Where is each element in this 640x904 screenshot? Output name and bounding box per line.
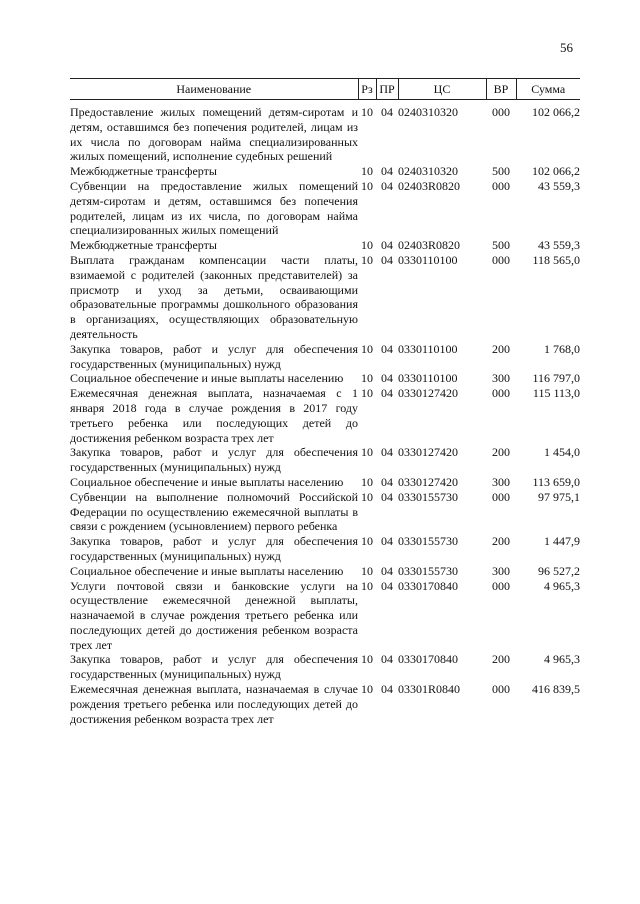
table-row xyxy=(70,342,580,372)
cell-cs: 0330127420 xyxy=(398,386,458,401)
cell-rz: 10 xyxy=(361,489,373,504)
cell-pr: 04 xyxy=(381,105,393,119)
table-row xyxy=(70,445,580,475)
cell-cs: 0330127420 xyxy=(398,445,458,460)
cell-vr: 000 xyxy=(492,489,510,504)
cell-sum: 43 559,3 xyxy=(538,178,580,193)
table-row xyxy=(70,253,580,342)
cell-name: Закупка товаров, работ и услуг для обеспечения государственных (муниципальных) нужд xyxy=(70,652,358,682)
cell-vr: 000 xyxy=(492,578,510,593)
cell-cs: 02403R0820 xyxy=(398,178,461,193)
cell-sum: 115 113,0 xyxy=(532,386,580,401)
cell-name: Субвенции на выполнение полномочий Российской Федерации по осуществлению ежемесячной выплаты в связи с рождением (усыновлением) первого ребенка xyxy=(70,489,358,534)
cell-vr: 000 xyxy=(492,105,510,119)
header-cs: ЦС xyxy=(398,79,486,100)
cell-sum: 113 659,0 xyxy=(532,474,580,489)
cell-sum: 97 975,1 xyxy=(538,489,580,504)
cell-rz: 10 xyxy=(361,534,373,549)
cell-cs: 0330170840 xyxy=(398,578,458,593)
table-row xyxy=(70,386,580,445)
cell-rz: 10 xyxy=(361,386,373,401)
cell-cs: 0330110100 xyxy=(398,341,458,356)
cell-rz: 10 xyxy=(361,178,373,193)
table-row xyxy=(70,682,580,726)
page-number: 56 xyxy=(560,40,573,55)
table-row xyxy=(70,100,580,165)
cell-name: Субвенции на предоставление жилых помещений детям-сиротам и детям, оставшимся без попечения родителей, лицам из их числа, по договорам найма специализированных жилых помещений xyxy=(70,178,358,238)
cell-name: Межбюджетные трансферты xyxy=(70,164,217,179)
cell-name: Ежемесячная денежная выплата, назначаемая с 1 января 2018 года в случае рождения в 2017 году третьего ребенка или последующих детей до достижения ребенком возраста трех лет xyxy=(70,386,358,445)
header-sum: Сумма xyxy=(516,79,580,100)
cell-cs: 0330110100 xyxy=(398,371,458,386)
cell-rz: 10 xyxy=(361,341,373,356)
cell-rz: 10 xyxy=(361,238,373,253)
cell-name: Выплата гражданам компенсации части платы, взимаемой с родителей (законных представителей) за присмотр и уход за детьми, осваивающими образовательные программы дошкольного образования в организациях, осуществляющих образовательную деятельность xyxy=(70,252,358,341)
cell-cs: 03301R0840 xyxy=(398,682,461,697)
table-header-row xyxy=(70,79,580,100)
table-row xyxy=(70,238,580,253)
cell-cs: 0330155730 xyxy=(398,563,458,578)
cell-cs: 0330155730 xyxy=(398,534,458,549)
cell-rz: 10 xyxy=(361,371,373,386)
cell-sum: 4 965,3 xyxy=(544,578,580,593)
cell-cs: 0330127420 xyxy=(398,474,458,489)
cell-vr: 200 xyxy=(492,534,510,549)
cell-cs: 0330110100 xyxy=(398,252,458,267)
table-row xyxy=(70,652,580,682)
table-row xyxy=(70,371,580,386)
cell-rz: 10 xyxy=(361,105,373,119)
cell-pr: 04 xyxy=(381,652,393,667)
cell-rz: 10 xyxy=(361,578,373,593)
cell-name: Закупка товаров, работ и услуг для обеспечения государственных (муниципальных) нужд xyxy=(70,341,358,371)
cell-name: Закупка товаров, работ и услуг для обеспечения государственных (муниципальных) нужд xyxy=(70,445,358,475)
cell-vr: 200 xyxy=(492,341,510,356)
cell-pr: 04 xyxy=(381,386,393,401)
cell-rz: 10 xyxy=(361,164,373,179)
cell-rz: 10 xyxy=(361,474,373,489)
cell-cs: 0240310320 xyxy=(398,105,458,119)
cell-cs: 02403R0820 xyxy=(398,238,461,253)
cell-pr: 04 xyxy=(381,178,393,193)
cell-pr: 04 xyxy=(381,682,393,697)
cell-cs: 0330155730 xyxy=(398,489,458,504)
header-pr: ПР xyxy=(376,79,398,100)
cell-sum: 1 447,9 xyxy=(544,534,580,549)
cell-pr: 04 xyxy=(381,489,393,504)
cell-pr: 04 xyxy=(381,445,393,460)
cell-vr: 300 xyxy=(492,563,510,578)
cell-rz: 10 xyxy=(361,252,373,267)
cell-vr: 300 xyxy=(492,474,510,489)
cell-vr: 500 xyxy=(492,164,510,179)
cell-name: Ежемесячная денежная выплата, назначаемая в случае рождения третьего ребенка или последующих детей до достижения ребенком возраста трех лет xyxy=(70,682,358,726)
cell-pr: 04 xyxy=(381,563,393,578)
cell-vr: 000 xyxy=(492,386,510,401)
cell-rz: 10 xyxy=(361,682,373,697)
cell-pr: 04 xyxy=(381,252,393,267)
cell-vr: 300 xyxy=(492,371,510,386)
cell-sum: 43 559,3 xyxy=(538,238,580,253)
table-row xyxy=(70,490,580,534)
cell-name: Социальное обеспечение и иные выплаты населению xyxy=(70,371,344,386)
cell-sum: 116 797,0 xyxy=(532,371,580,386)
cell-name: Социальное обеспечение и иные выплаты населению xyxy=(70,474,344,489)
cell-cs: 0330170840 xyxy=(398,652,458,667)
cell-sum: 416 839,5 xyxy=(532,682,580,697)
cell-name: Услуги почтовой связи и банковские услуги на осуществление ежемесячной денежной выплаты, назначаемой в случае рождения третьего ребенка или последующих детей до достижения ребенком возраста трех лет xyxy=(70,578,358,652)
cell-pr: 04 xyxy=(381,534,393,549)
cell-rz: 10 xyxy=(361,563,373,578)
cell-vr: 000 xyxy=(492,178,510,193)
table-row xyxy=(70,475,580,490)
cell-pr: 04 xyxy=(381,474,393,489)
cell-name: Закупка товаров, работ и услуг для обеспечения государственных (муниципальных) нужд xyxy=(70,534,358,563)
cell-cs: 0240310320 xyxy=(398,164,458,179)
cell-sum: 96 527,2 xyxy=(538,563,580,578)
cell-pr: 04 xyxy=(381,578,393,593)
cell-vr: 500 xyxy=(492,238,510,253)
cell-name: Предоставление жилых помещений детям-сиротам и детям, оставшимся без попечения родителей, лицам из их числа по договорам найма специализированных жилых помещений, исполнение судебных решений xyxy=(70,105,358,164)
cell-vr: 200 xyxy=(492,652,510,667)
cell-sum: 118 565,0 xyxy=(532,252,580,267)
cell-vr: 200 xyxy=(492,445,510,460)
table-row xyxy=(70,564,580,579)
cell-vr: 000 xyxy=(492,682,510,697)
table-row xyxy=(70,179,580,238)
cell-pr: 04 xyxy=(381,164,393,179)
cell-sum: 4 965,3 xyxy=(544,652,580,667)
cell-rz: 10 xyxy=(361,445,373,460)
cell-sum: 1 454,0 xyxy=(544,445,580,460)
cell-pr: 04 xyxy=(381,371,393,386)
cell-pr: 04 xyxy=(381,238,393,253)
table-row xyxy=(70,164,580,179)
header-name: Наименование xyxy=(70,79,358,100)
budget-table xyxy=(70,78,580,726)
cell-sum: 102 066,2 xyxy=(532,105,580,119)
cell-sum: 102 066,2 xyxy=(532,164,580,179)
cell-vr: 000 xyxy=(492,252,510,267)
header-vr: ВР xyxy=(486,79,516,100)
table-row xyxy=(70,534,580,564)
cell-name: Социальное обеспечение и иные выплаты населению xyxy=(70,563,344,578)
cell-sum: 1 768,0 xyxy=(544,341,580,356)
table-row xyxy=(70,579,580,653)
cell-name: Межбюджетные трансферты xyxy=(70,238,217,253)
cell-pr: 04 xyxy=(381,341,393,356)
header-rz: Рз xyxy=(358,79,376,100)
cell-rz: 10 xyxy=(361,652,373,667)
